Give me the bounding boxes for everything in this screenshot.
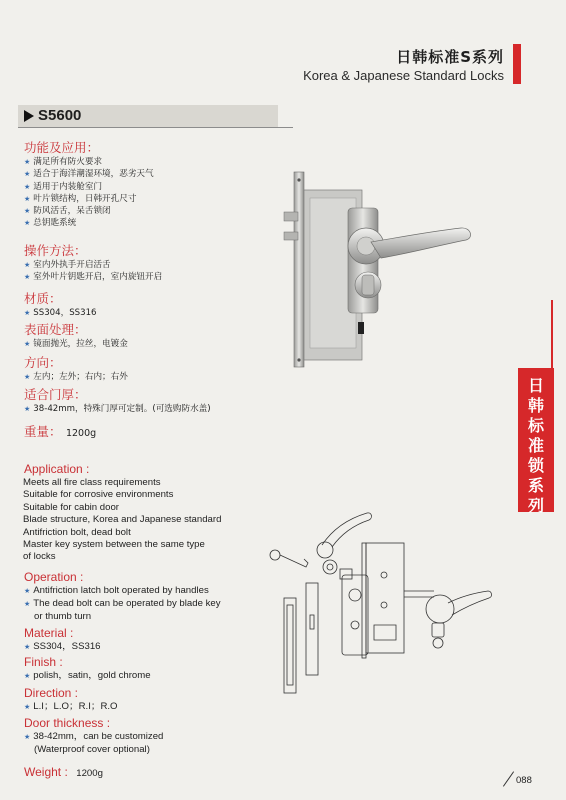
en-item: Master key system between the same type [23,539,205,551]
en-item: Suitable for corrosive environments [23,489,174,501]
en-section-door-thickness [24,716,274,756]
en-heading: Application : [24,462,90,476]
star-bullet-icon: ★ [24,704,31,711]
model-number: S5600 [38,107,82,124]
lock-product-photo [276,150,486,375]
cn-section-weight [24,423,324,441]
en-item: Antifriction bolt, dead bolt [23,526,131,538]
cn-item: ★ SS304，SS316 [24,308,97,318]
divider [18,127,293,128]
cn-heading: 方向： [24,355,62,370]
cn-item: ★ 满足所有防火要求 [24,157,103,167]
en-item: Meets all fire class requirements [23,477,161,488]
en-item: Suitable for cabin door [23,501,119,513]
en-item: ★ SS304，SS316 [24,641,101,652]
star-bullet-icon: ★ [24,340,31,348]
en-heading: Material : [24,626,74,640]
star-bullet-icon: ★ [24,309,31,317]
page-number: 088 [516,775,532,786]
cn-heading: 操作方法： [24,243,87,258]
cn-section-door-thickness [24,387,324,415]
en-item: or thumb turn [34,611,92,623]
star-bullet-icon: ★ [24,588,31,595]
en-item: Blade structure, Korea and Japanese standard [23,514,222,526]
page-title-cn: 日韩标准S系列 [396,48,504,66]
cn-heading: 功能及应用： [24,140,100,155]
en-heading: Door thickness : [24,716,111,730]
cn-item: ★ 室内外执手开启活舌 [24,260,111,270]
cn-item: ★ 总钥匙系统 [24,218,77,229]
cn-item: ★ 叶片锁结构，日韩开孔尺寸 [24,193,137,204]
cn-weight-value: 1200g [65,428,97,439]
cn-heading: 表面处理： [24,322,87,337]
en-section-application [24,462,274,564]
triangle-icon [24,110,34,122]
star-bullet-icon: ★ [24,673,31,680]
cn-item: ★ 室外叶片钥匙开启，室内旋钮开启 [24,272,163,283]
star-bullet-icon: ★ [24,170,31,179]
star-bullet-icon: ★ [24,734,31,741]
cn-item: ★ 适用于内装舱室门 [24,181,103,192]
en-heading: Operation : [24,570,84,584]
en-item: ★ L.I；L.O；R.I；R.O [24,701,118,712]
cn-heading: 适合门厚： [24,387,87,402]
star-bullet-icon: ★ [24,207,31,216]
star-bullet-icon: ★ [24,405,31,413]
en-section-operation [24,570,274,624]
star-bullet-icon: ★ [24,273,31,282]
en-item: (Waterproof cover optional) [34,744,150,756]
en-weight-value: 1200g [76,768,103,779]
model-bar [18,105,278,127]
star-bullet-icon: ★ [24,182,31,191]
en-section-finish [24,655,274,683]
star-bullet-icon: ★ [24,194,31,203]
cn-heading: 重量： [24,424,62,439]
cn-item: ★ 左内；左外；右内；右外 [24,372,128,382]
en-heading: Direction : [24,686,79,700]
cn-heading: 材质： [24,291,62,306]
star-bullet-icon: ★ [24,644,31,651]
side-category-tab: 日韩标准锁系列 [518,368,554,512]
page-title-en: Korea & Japanese Standard Locks [303,68,504,83]
en-heading: Weight : [24,765,68,779]
star-bullet-icon: ★ [24,219,31,228]
en-item: ★ Antifriction latch bolt operated by handles [24,585,209,596]
en-item: ★ 38-42mm，can be customized [24,731,164,742]
en-item: of locks [23,551,56,563]
star-bullet-icon: ★ [24,261,31,269]
cn-item: ★ 防风活舌，呆舌锁闭 [24,206,111,217]
header-accent-bar [513,44,521,84]
cn-item: ★ 38-42mm，特殊门厚可定制。(可选购防水盖) [24,404,211,414]
exploded-view-drawing [262,505,494,720]
en-item: ★ The dead bolt can be operated by blade key [24,598,221,610]
en-item: ★ polish，satin，gold chrome [24,670,151,681]
cn-item: ★ 适合于海洋潮湿环境，恶劣天气 [24,169,154,180]
cn-item: ★ 镜面抛光，拉丝，电镀金 [24,339,128,349]
en-section-material [24,626,274,654]
en-heading: Finish : [24,655,63,669]
star-bullet-icon: ★ [24,158,31,166]
en-section-direction [24,686,274,714]
en-section-weight [24,763,274,781]
page-number-slash [503,771,514,786]
star-bullet-icon: ★ [24,373,31,381]
star-bullet-icon: ★ [24,601,31,609]
